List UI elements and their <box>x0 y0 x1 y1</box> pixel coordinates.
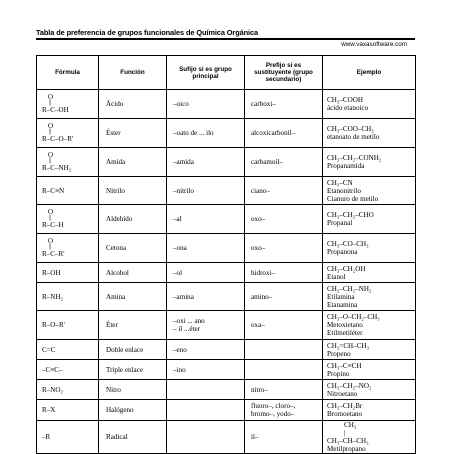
cell-funcion <box>99 421 167 454</box>
cell-formula <box>37 340 99 360</box>
cell-prefijo <box>245 263 323 283</box>
header-ejemplo: Ejemplo <box>323 56 416 90</box>
ejemplo-line: CH₃–C≡CH <box>327 361 362 370</box>
ejemplo-line: CH₃–CH₂–CONH₂ <box>327 154 382 162</box>
header-formula: Fórmula <box>37 56 99 90</box>
formula-main: C=C <box>42 345 56 354</box>
cell-sufijo-text: –oico <box>173 100 189 108</box>
document-sheet <box>36 28 415 454</box>
cell-funcion <box>99 311 167 340</box>
table-row <box>37 283 416 311</box>
cell-ejemplo <box>323 177 416 205</box>
cell-prefijo-text: ciano– <box>251 186 270 195</box>
cell-sufijo-text: –ona <box>173 244 187 252</box>
cell-funcion-text: Alcohol <box>106 268 129 277</box>
ejemplo-line: CH₃–COO–CH₃ <box>327 125 374 133</box>
cell-funcion-text: Triple enlace <box>106 365 143 374</box>
ejemplo-line: Etanol <box>327 272 346 281</box>
formula-oxygen: O <box>48 208 54 216</box>
cell-funcion <box>99 148 167 177</box>
formula-double-bond: || <box>49 100 52 106</box>
ejemplo-line: CH₃–CO–CH₃ <box>327 240 369 248</box>
table-row <box>37 234 416 263</box>
formula-main: R–C–OH <box>42 106 69 114</box>
cell-funcion-text: Halógeno <box>106 406 134 414</box>
cell-sufijo <box>167 400 245 421</box>
cell-funcion-text: Nitro <box>106 385 121 394</box>
table-row <box>37 90 416 119</box>
cell-prefijo-text: il– <box>251 433 259 441</box>
cell-sufijo <box>167 340 245 360</box>
cell-funcion-text: Radical <box>106 433 128 441</box>
ejemplo-line: Propino <box>327 369 350 378</box>
cell-prefijo-text: oxa– <box>251 321 265 329</box>
ejemplo-line: Metoxietano <box>327 321 363 329</box>
formula-main: –C≡C– <box>42 365 63 374</box>
cell-funcion-text: Cetona <box>106 244 127 252</box>
formula-main: R–X <box>42 406 56 414</box>
cell-ejemplo <box>323 421 416 454</box>
cell-funcion-text: Aldehído <box>106 215 133 223</box>
cell-prefijo-text: alcoxicarbonil– <box>251 129 296 137</box>
cell-funcion <box>99 234 167 263</box>
cell-sufijo <box>167 360 245 380</box>
ejemplo-line: CH₃–CH₂–NO₂ <box>327 381 372 390</box>
formula-main: R–OH <box>42 268 61 277</box>
cell-prefijo <box>245 90 323 119</box>
cell-sufijo <box>167 234 245 263</box>
cell-ejemplo <box>323 205 416 234</box>
cell-formula <box>37 234 99 263</box>
cell-sufijo <box>167 205 245 234</box>
formula-double-bond: || <box>49 215 52 221</box>
cell-sufijo-text: –nitrilo <box>173 186 194 195</box>
formula-oxygen: O <box>48 122 54 130</box>
cell-sufijo-text: –oxi ... ano – il ...éter <box>173 317 205 333</box>
cell-funcion <box>99 283 167 311</box>
cell-funcion-text: Ácido <box>106 100 124 108</box>
ejemplo-line: Metilpropano <box>327 445 366 453</box>
cell-sufijo <box>167 311 245 340</box>
page-title: Tabla de preferencia de grupos funcionales de Química Orgánica <box>36 28 259 37</box>
cell-ejemplo <box>323 263 416 283</box>
website-label: www.vaxasoftware.com <box>341 41 407 48</box>
cell-prefijo <box>245 234 323 263</box>
cell-funcion <box>99 119 167 148</box>
cell-funcion <box>99 400 167 421</box>
formula-main: R–NO₂ <box>42 385 63 394</box>
cell-sufijo-text: –amina <box>173 292 194 301</box>
ejemplo-line: Propanamida <box>327 162 365 170</box>
cell-ejemplo <box>323 400 416 421</box>
cell-ejemplo <box>323 283 416 311</box>
cell-prefijo-text: nitro– <box>251 385 268 394</box>
ejemplo-line: ácido etanoico <box>327 104 369 112</box>
header-funcion: Función <box>99 56 167 90</box>
header-sufijo: Sufijo si es grupo principal <box>167 56 245 90</box>
cell-funcion <box>99 263 167 283</box>
cell-formula <box>37 360 99 380</box>
cell-funcion-text: Éter <box>106 321 118 329</box>
ejemplo-line: CH₃–CN <box>327 178 353 187</box>
ejemplo-line: Bromoetano <box>327 410 363 418</box>
cell-formula <box>37 205 99 234</box>
ejemplo-line: CH₃–CH₂Br <box>327 402 363 410</box>
cell-funcion <box>99 90 167 119</box>
formula-main: R–C–H <box>42 221 64 229</box>
cell-ejemplo <box>323 119 416 148</box>
cell-prefijo-text: oxo– <box>251 215 266 223</box>
cell-formula <box>37 380 99 400</box>
cell-funcion-text: Doble enlace <box>106 345 144 354</box>
formula-double-bond: || <box>49 244 52 250</box>
cell-ejemplo <box>323 380 416 400</box>
cell-sufijo <box>167 148 245 177</box>
cell-sufijo-text: –oato de ... ilo <box>173 129 214 137</box>
ejemplo-line: etanoato de metilo <box>327 133 380 141</box>
cell-formula <box>37 400 99 421</box>
formula-oxygen: O <box>48 237 54 245</box>
ejemplo-line: Propeno <box>327 349 351 358</box>
cell-formula <box>37 263 99 283</box>
cell-funcion <box>99 177 167 205</box>
cell-funcion <box>99 205 167 234</box>
cell-formula <box>37 90 99 119</box>
cell-funcion-text: Amina <box>106 292 126 301</box>
cell-prefijo-text: hidroxi– <box>251 268 276 277</box>
cell-ejemplo <box>323 90 416 119</box>
cell-funcion <box>99 340 167 360</box>
cell-ejemplo <box>323 340 416 360</box>
ejemplo-line: Etilmetiléter <box>327 329 363 337</box>
table-row <box>37 340 416 360</box>
table-row <box>37 119 416 148</box>
table-row <box>37 311 416 340</box>
cell-sufijo <box>167 263 245 283</box>
cell-ejemplo <box>323 360 416 380</box>
formula-main: R–C–R' <box>42 250 65 258</box>
cell-prefijo-text: oxo– <box>251 244 266 252</box>
table-row <box>37 400 416 421</box>
cell-sufijo <box>167 90 245 119</box>
functional-groups-table <box>36 55 416 454</box>
cell-sufijo-text: –eno <box>173 345 187 354</box>
formula-double-bond: || <box>49 158 52 164</box>
cell-ejemplo <box>323 148 416 177</box>
cell-sufijo <box>167 380 245 400</box>
cell-prefijo <box>245 340 323 360</box>
table-header-row <box>37 56 416 90</box>
ejemplo-line: Nitroetano <box>327 389 358 398</box>
cell-prefijo-text: carbamoil– <box>251 158 283 166</box>
ejemplo-line: Etanamina <box>327 300 358 309</box>
cell-sufijo-text: –ol <box>173 268 183 277</box>
formula-main: R–C–NH₂ <box>42 164 72 172</box>
cell-prefijo <box>245 360 323 380</box>
cell-prefijo <box>245 311 323 340</box>
cell-sufijo-text: –amida <box>173 158 194 166</box>
cell-formula <box>37 283 99 311</box>
header-prefijo: Prefijo si es sustituyente (grupo secundario) <box>245 56 323 90</box>
ejemplo-line: CH₃–COOH <box>327 96 363 104</box>
cell-sufijo <box>167 119 245 148</box>
ejemplo-line: CH₃–CH–CH₃ <box>327 437 369 445</box>
cell-formula <box>37 311 99 340</box>
table-row <box>37 148 416 177</box>
cell-prefijo <box>245 148 323 177</box>
formula-main: R–NH₂ <box>42 292 63 301</box>
cell-prefijo-text: carboxi– <box>251 100 276 108</box>
cell-funcion <box>99 360 167 380</box>
cell-prefijo <box>245 421 323 454</box>
cell-formula <box>37 177 99 205</box>
cell-sufijo <box>167 283 245 311</box>
cell-prefijo-text: amino– <box>251 292 273 301</box>
cell-ejemplo <box>323 311 416 340</box>
cell-prefijo <box>245 283 323 311</box>
table-row <box>37 263 416 283</box>
formula-main: R–C≡N <box>42 186 65 195</box>
ejemplo-line: CH₂=CH–CH₃ <box>327 341 370 350</box>
cell-prefijo <box>245 380 323 400</box>
ejemplo-line: Propanona <box>327 248 358 256</box>
cell-formula <box>37 148 99 177</box>
ejemplo-line: Propanal <box>327 219 353 227</box>
cell-prefijo <box>245 119 323 148</box>
cell-funcion-text: Amida <box>106 158 126 166</box>
table-row <box>37 360 416 380</box>
table-row <box>37 380 416 400</box>
cell-prefijo <box>245 400 323 421</box>
formula-oxygen: O <box>48 151 54 159</box>
cell-formula <box>37 421 99 454</box>
ejemplo-line: Etanonitrilo <box>327 186 361 195</box>
formula-double-bond: || <box>49 129 52 135</box>
ejemplo-line: CH₃–O–CH₂–CH₃ <box>327 313 380 321</box>
cell-funcion-text: Nitrilo <box>106 186 125 195</box>
cell-prefijo <box>245 205 323 234</box>
ejemplo-line: CH₃–CH₂–CHO <box>327 211 374 219</box>
cell-formula <box>37 119 99 148</box>
ejemplo-line: CH₃–CH₂–NH₂ <box>327 284 372 293</box>
cell-ejemplo <box>323 234 416 263</box>
cell-funcion <box>99 380 167 400</box>
ejemplo-line: | <box>344 429 346 437</box>
formula-main: R–O–R' <box>42 321 65 329</box>
ejemplo-line: CH₃ <box>344 421 357 429</box>
cell-sufijo-text: –ino <box>173 365 186 374</box>
cell-prefijo <box>245 177 323 205</box>
cell-prefijo-text: fluoro–, cloro–, bromo–, yodo– <box>251 402 296 418</box>
table-body <box>37 90 416 454</box>
formula-oxygen: O <box>48 93 54 101</box>
table-row <box>37 177 416 205</box>
cell-sufijo <box>167 177 245 205</box>
ejemplo-line: Cianuro de metilo <box>327 194 379 203</box>
table-row <box>37 205 416 234</box>
cell-funcion-text: Éster <box>106 129 121 137</box>
formula-main: R–C–O–R' <box>42 135 74 143</box>
cell-sufijo <box>167 421 245 454</box>
table-row <box>37 421 416 454</box>
cell-sufijo-text: –al <box>173 215 182 223</box>
formula-main: –R <box>42 433 51 441</box>
ejemplo-line: CH₃–CH₂OH <box>327 264 366 273</box>
ejemplo-line: Etilamina <box>327 292 355 301</box>
